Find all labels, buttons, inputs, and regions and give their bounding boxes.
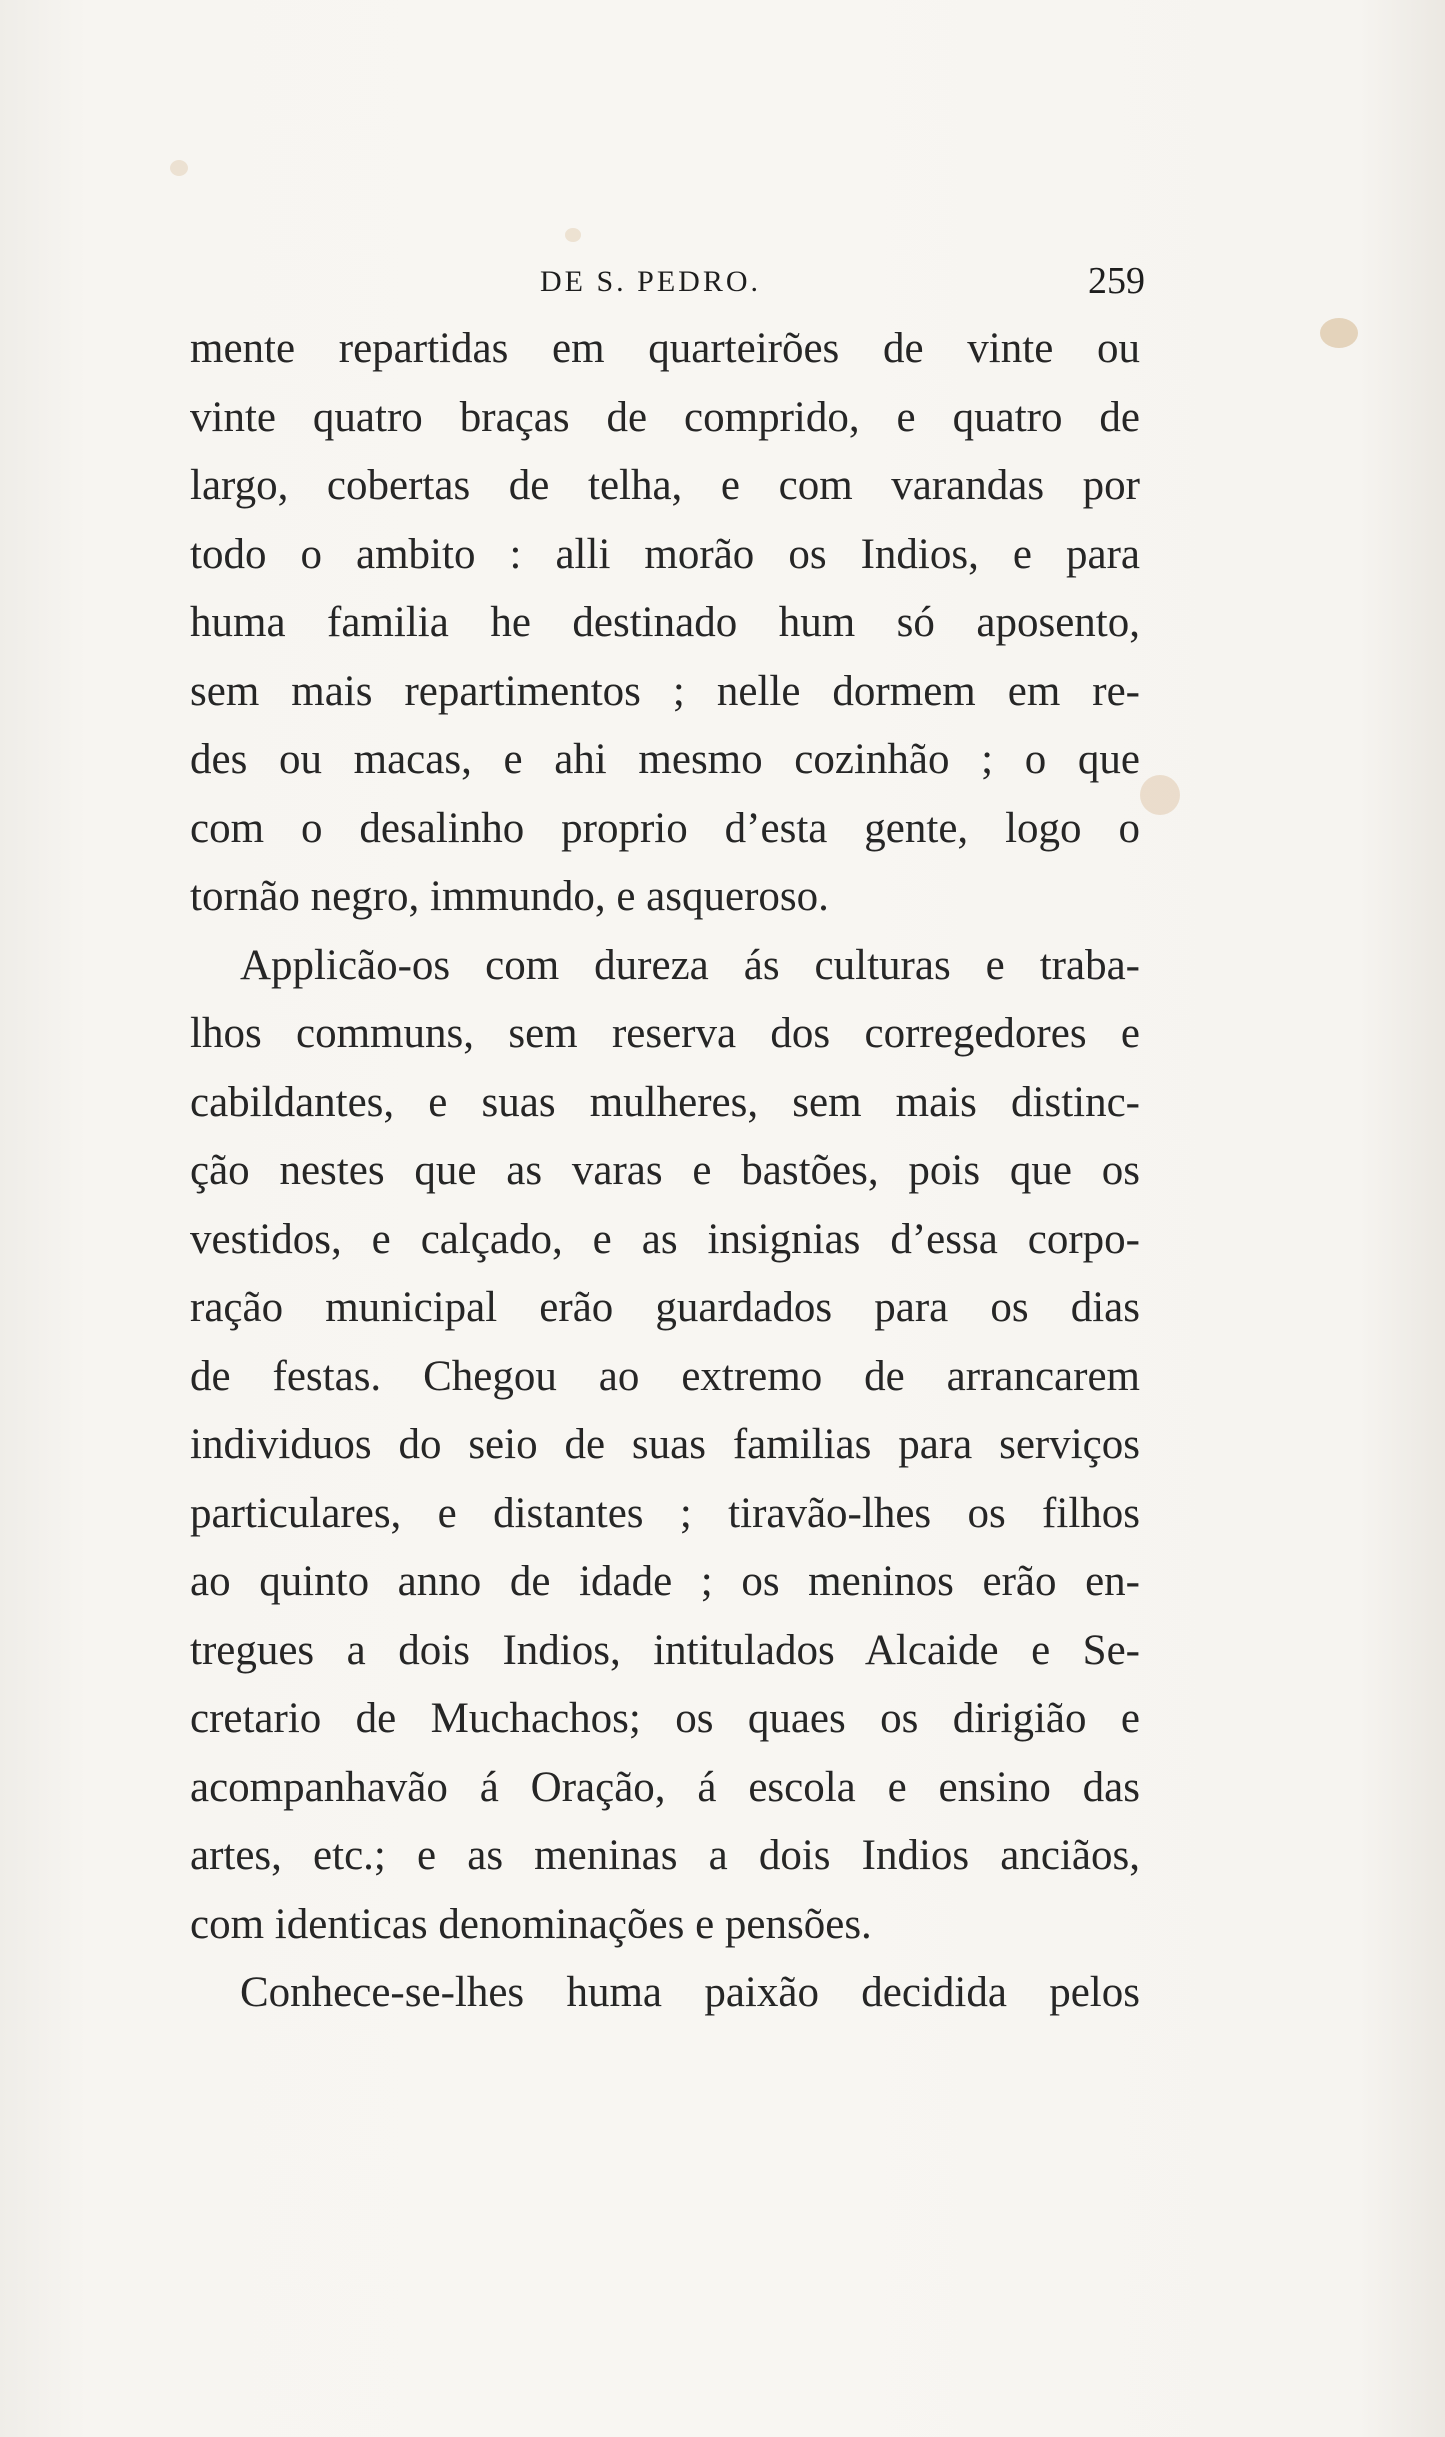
- foxing-stain: [565, 228, 581, 242]
- text-line: com identicas denominações e pensões.: [190, 1900, 872, 1948]
- body-text: [190, 315, 1140, 2028]
- text-line: ração municipal erão guardados para os dias: [190, 1284, 1140, 1331]
- text-line: de festas. Chegou ao extremo de arrancarem: [190, 1352, 1140, 1400]
- text-line: mente repartidas em quarteirões de vinte ou: [190, 325, 1140, 372]
- text-line: ao quinto anno de idade ; os meninos erão en-: [190, 1558, 1140, 1605]
- foxing-stain: [1140, 775, 1180, 815]
- text-line: tregues a dois Indios, intitulados Alcaide e Se-: [190, 1626, 1140, 1674]
- text-line: com o desalinho proprio d’esta gente, logo o: [190, 804, 1140, 852]
- foxing-stain: [170, 160, 188, 176]
- text-line: huma familia he destinado hum só aposento,: [190, 599, 1140, 646]
- text-line: acompanhavão á Oração, á escola e ensino das: [190, 1763, 1140, 1811]
- text-line: Conhece-se-lhes huma paixão decidida pelos: [240, 1969, 1140, 2016]
- text-line: Applicão-os com dureza ás culturas e traba-: [240, 941, 1140, 989]
- text-line: largo, cobertas de telha, e com varandas por: [190, 462, 1140, 509]
- text-line: todo o ambito : alli morão os Indios, e para: [190, 530, 1140, 578]
- text-line: vestidos, e calçado, e as insignias d’essa corpo-: [190, 1215, 1140, 1263]
- page-number: 259: [1088, 260, 1145, 302]
- text-line: individuos do seio de suas familias para serviços: [190, 1421, 1140, 1468]
- text-line: lhos communs, sem reserva dos corregedores e: [190, 1010, 1140, 1057]
- text-line: tornão negro, immundo, e asqueroso.: [190, 873, 829, 920]
- text-line: particulares, e distantes ; tiravão-lhes os filhos: [190, 1489, 1140, 1537]
- running-head-title: DE S. PEDRO.: [540, 265, 762, 298]
- text-line: cabildantes, e suas mulheres, sem mais distinc-: [190, 1078, 1140, 1126]
- text-line: artes, etc.; e as meninas a dois Indios anciãos,: [190, 1832, 1140, 1879]
- text-line: vinte quatro braças de comprido, e quatro de: [190, 393, 1140, 441]
- text-line: cretario de Muchachos; os quaes os dirigião e: [190, 1695, 1140, 1742]
- text-line: ção nestes que as varas e bastões, pois que os: [190, 1147, 1140, 1194]
- text-line: des ou macas, e ahi mesmo cozinhão ; o que: [190, 736, 1140, 783]
- foxing-stain: [1320, 318, 1358, 348]
- running-head: [200, 255, 1145, 315]
- text-line: sem mais repartimentos ; nelle dormem em re-: [190, 667, 1140, 715]
